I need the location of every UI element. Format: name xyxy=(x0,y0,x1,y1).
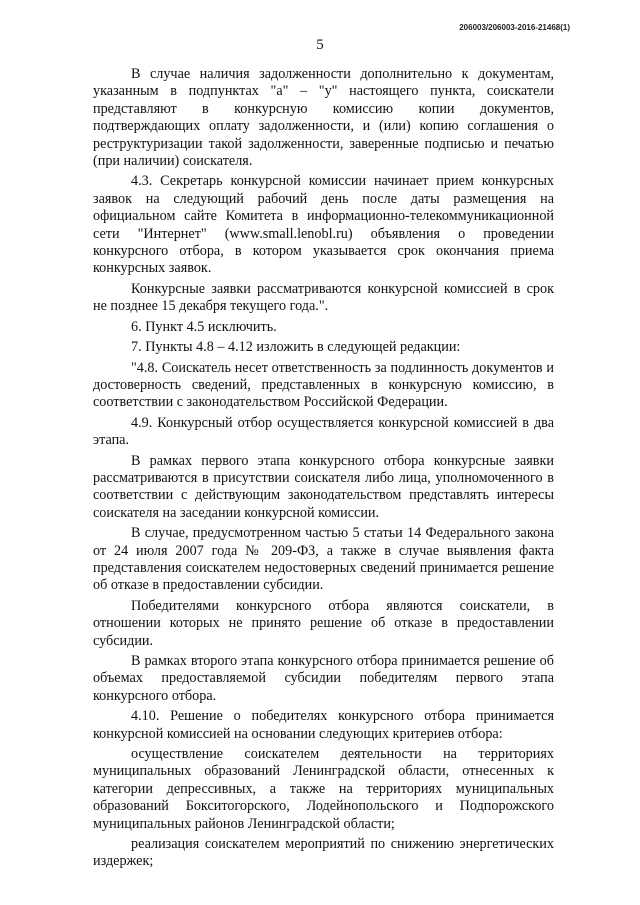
paragraph: 7. Пункты 4.8 – 4.12 изложить в следующей редакции: xyxy=(131,339,461,356)
paragraph: реализация соискателем мероприятий по снижению энергетических издержек; xyxy=(93,836,554,870)
paragraph: В случае наличия задолженности дополнительно к документам, указанным в подпунктах "а" – "у" настоящего пункта, соискатели представляют в конкурсную комиссию копии документов, подтверждающих оплату задолженности, и (или) копию соглашения о реструктуризации такой задолженности, заверенные подписью и печатью (при наличии) соискателя. xyxy=(93,66,554,170)
paragraph: 4.9. Конкурсный отбор осуществляется конкурсной комиссией в два этапа. xyxy=(93,414,554,449)
document-code: 206003/206003-2016-21468(1) xyxy=(459,23,570,32)
paragraph: В случае, предусмотренном частью 5 статьи 14 Федерального закона от 24 июля 2007 года № 209-ФЗ, а также в случае выявления факта представления соискателем недостоверных сведений принимается решение об отказе в предоставлении субсидии. xyxy=(93,525,554,594)
paragraph: В рамках первого этапа конкурсного отбора конкурсные заявки рассматриваются в присутствии соискателя либо лица, уполномоченного в соответствии с действующим законодательством представлять интересы соискателя на заседании конкурсной комиссии. xyxy=(93,452,554,521)
paragraph: Победителями конкурсного отбора являются соискатели, в отношении которых не принято решение об отказе в предоставлении субсидии. xyxy=(93,597,554,649)
page-number: 5 xyxy=(316,37,324,53)
paragraph: Конкурсные заявки рассматриваются конкурсной комиссией в срок не позднее 15 декабря текущего года.". xyxy=(93,280,554,315)
paragraph: В рамках второго этапа конкурсного отбора принимается решение об объемах предоставляемой субсидии победителям первого этапа конкурсного отбора. xyxy=(93,653,554,704)
paragraph: "4.8. Соискатель несет ответственность за подлинность документов и достоверность сведений, представленных в конкурсную комиссию, в соответствии с законодательством Российской Федерации. xyxy=(93,359,554,411)
paragraph: 4.10. Решение о победителях конкурсного отбора принимается конкурсной комиссией на основании следующих критериев отбора: xyxy=(93,708,554,742)
document-body xyxy=(93,66,554,871)
paragraph: 6. Пункт 4.5 исключить. xyxy=(131,318,277,335)
paragraph: 4.3. Секретарь конкурсной комиссии начинает прием конкурсных заявок на следующий рабочий день после даты размещения на официальном сайте Комитета в информационно-телекоммуникационной сети "Интернет" (www.small.lenobl.ru) объявления о проведении конкурсного отбора, в котором указывается срок окончания приема конкурсных заявок. xyxy=(93,173,554,277)
paragraph: осуществление соискателем деятельности на территориях муниципальных образований Ленинградской области, отнесенных к категории депрессивных, а также на территориях муниципальных образований Бокситогорского, Лодейнопольского и Подпорожского муниципальных районов Ленинградской области; xyxy=(93,746,554,832)
